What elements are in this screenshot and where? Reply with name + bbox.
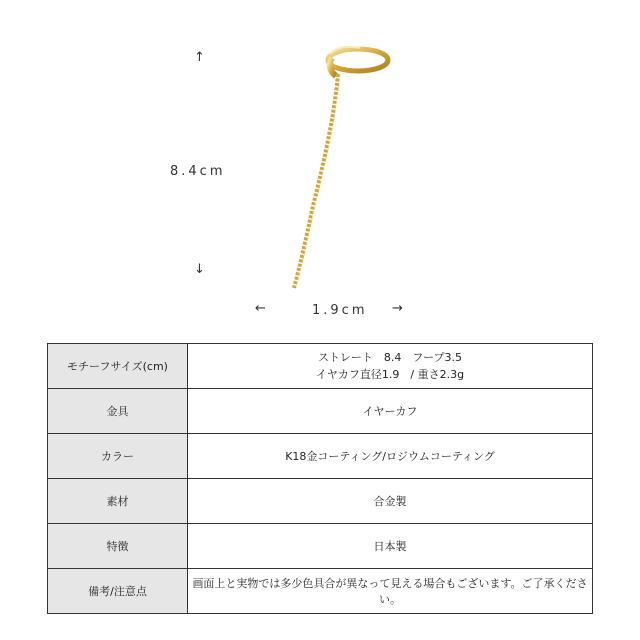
gold-ear-cuff-chain-icon <box>260 40 410 300</box>
row-value: K18金コーティング/ロジウムコーティング <box>188 434 593 479</box>
row-value: イヤーカフ <box>188 389 593 434</box>
table-row <box>48 524 593 569</box>
row-value: 合金製 <box>188 479 593 524</box>
spec-table <box>47 343 593 614</box>
row-label: カラー <box>48 434 188 479</box>
row-label: 金具 <box>48 389 188 434</box>
row-value: 画面上と実物では多少色具合が異なって見える場合もございます。ご了承ください。 <box>188 569 593 614</box>
row-value: 日本製 <box>188 524 593 569</box>
table-row <box>48 479 593 524</box>
table-row <box>48 569 593 614</box>
row-value <box>188 344 593 389</box>
row-value-line: ストレート 8.4 フープ3.5 <box>317 351 463 364</box>
table-row <box>48 389 593 434</box>
height-dimension-label: 8.4cm <box>170 164 226 179</box>
arrow-left-icon: ← <box>255 301 266 316</box>
width-dimension-label: 1.9cm <box>312 303 368 318</box>
arrow-right-icon: → <box>392 301 403 316</box>
row-label: 特徴 <box>48 524 188 569</box>
row-label: 備考/注意点 <box>48 569 188 614</box>
row-value-line: イヤカフ直径1.9 / 重さ2.3g <box>315 368 465 381</box>
row-label: モチーフサイズ(cm) <box>48 344 188 389</box>
arrow-down-icon: ↓ <box>194 262 205 277</box>
table-row <box>48 434 593 479</box>
table-row <box>48 344 593 389</box>
row-label: 素材 <box>48 479 188 524</box>
arrow-up-icon: ↑ <box>194 50 205 65</box>
